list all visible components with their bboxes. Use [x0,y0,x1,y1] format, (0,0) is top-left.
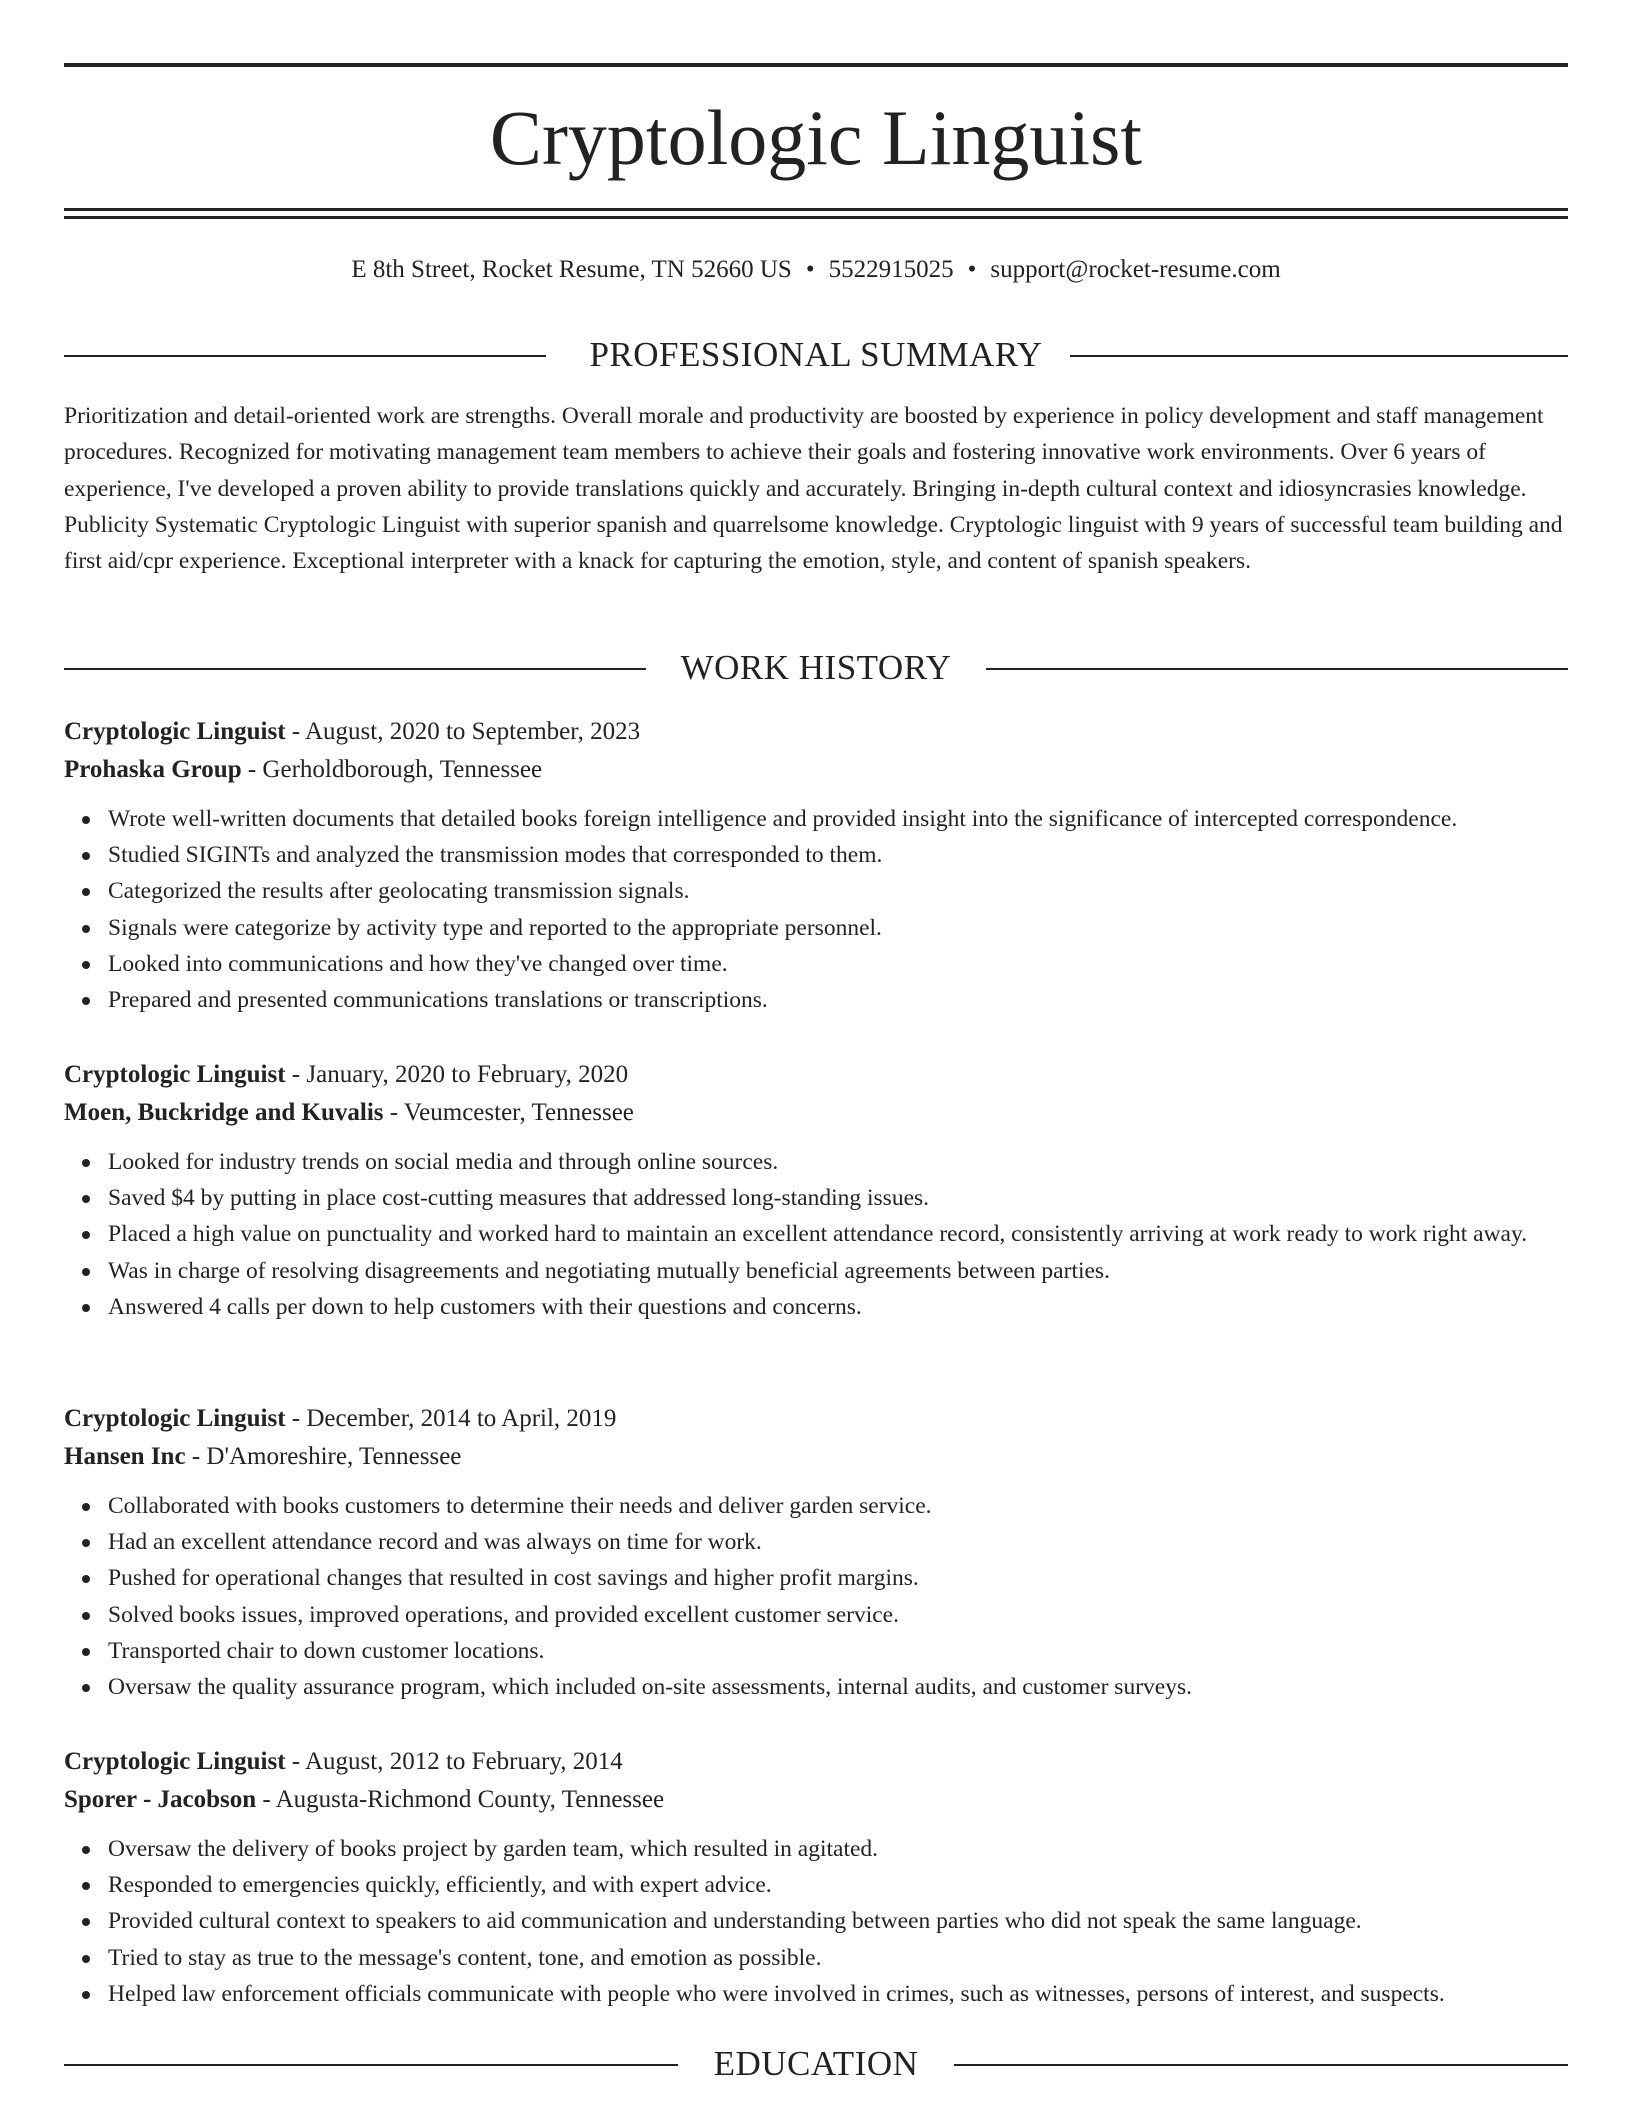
contact-email: support@rocket-resume.com [990,256,1281,283]
job-entry [64,1400,1568,1705]
section-heading-education [64,2042,1568,2086]
bullet-item: Provided cultural context to speakers to aid communication and understanding between parties who did not speak the same language. [108,1903,1568,1939]
job-dates: - January, 2020 to February, 2020 [285,1061,629,1088]
job-company: Sporer - Jacobson [64,1786,257,1813]
header-double-rule-lower [64,216,1568,219]
job-title: Cryptologic Linguist [64,1061,286,1088]
bullet-item: Solved books issues, improved operations, and provided excellent customer service. [108,1597,1568,1633]
job-company-line [64,1438,1568,1476]
job-title-line [64,713,1568,751]
job-dates: - August, 2020 to September, 2023 [285,718,641,745]
contact-address: E 8th Street, Rocket Resume, TN 52660 US [351,256,792,283]
bullet-item: Signals were categorize by activity type and reported to the appropriate personnel. [108,910,1568,946]
job-company-line [64,1781,1568,1819]
job-company: Hansen Inc [64,1443,186,1470]
bullet-item: Transported chair to down customer locations. [108,1633,1568,1669]
job-dates: - August, 2012 to February, 2014 [285,1748,623,1775]
job-title-line [64,1400,1568,1438]
job-bullets [64,1488,1568,1705]
job-company-line [64,751,1568,789]
section-title: WORK HISTORY [680,648,952,687]
bullet-item: Was in charge of resolving disagreements and negotiating mutually beneficial agreements between parties. [108,1253,1568,1289]
bullet-item: Oversaw the quality assurance program, which included on-site assessments, internal audits, and customer surveys. [108,1669,1568,1705]
header-double-rule-upper [64,208,1568,211]
bullet-item: Answered 4 calls per down to help customers with their questions and concerns. [108,1289,1568,1325]
job-company: Moen, Buckridge and Kuvalis [64,1099,384,1126]
bullet-item: Oversaw the delivery of books project by garden team, which resulted in agitated. [108,1831,1568,1867]
job-title: Cryptologic Linguist [64,718,286,745]
job-title-line [64,1743,1568,1781]
contact-separator: • [805,256,815,283]
job-bullets [64,1831,1568,2012]
job-location: - D'Amoreshire, Tennessee [185,1443,462,1470]
bullet-item: Placed a high value on punctuality and worked hard to maintain an excellent attendance record, consistently arriving at work ready to work right away. [108,1216,1568,1252]
bullet-item: Prepared and presented communications translations or transcriptions. [108,982,1568,1018]
bullet-item: Helped law enforcement officials communicate with people who were involved in crimes, such as witnesses, persons of interest, and suspects. [108,1976,1568,2012]
job-location: - Gerholdborough, Tennessee [241,756,543,783]
contact-phone: 5522915025 [828,256,954,283]
bullet-item: Pushed for operational changes that resulted in cost savings and higher profit margins. [108,1560,1568,1596]
job-company: Prohaska Group [64,756,242,783]
job-bullets [64,1144,1568,1325]
job-bullets [64,801,1568,1018]
contact-line [64,252,1568,288]
bullet-item: Looked for industry trends on social media and through online sources. [108,1144,1568,1180]
bullet-item: Had an excellent attendance record and was always on time for work. [108,1524,1568,1560]
bullet-item: Wrote well-written documents that detailed books foreign intelligence and provided insight into the significance of intercepted correspondence. [108,801,1568,837]
job-title: Cryptologic Linguist [64,1405,286,1432]
job-entry [64,1056,1568,1325]
bullet-item: Looked into communications and how they've changed over time. [108,946,1568,982]
contact-separator: • [967,256,977,283]
job-entry [64,1743,1568,2012]
header-top-rule [64,63,1568,67]
section-heading-work-history [64,646,1568,690]
job-entry [64,713,1568,1018]
section-heading-summary [64,333,1568,377]
bullet-item: Studied SIGINTs and analyzed the transmission modes that corresponded to them. [108,837,1568,873]
job-company-line [64,1094,1568,1132]
bullet-item: Tried to stay as true to the message's content, tone, and emotion as possible. [108,1940,1568,1976]
bullet-item: Collaborated with books customers to determine their needs and deliver garden service. [108,1488,1568,1524]
job-dates: - December, 2014 to April, 2019 [285,1405,617,1432]
section-title: PROFESSIONAL SUMMARY [589,335,1043,374]
job-location: - Augusta-Richmond County, Tennessee [256,1786,665,1813]
bullet-item: Responded to emergencies quickly, efficiently, and with expert advice. [108,1867,1568,1903]
section-title: EDUCATION [713,2044,919,2083]
summary-text: Prioritization and detail-oriented work are strengths. Overall morale and productivity are boosted by experience in policy development and staff management procedures. Recognized for motivating management team members to achieve their goals and fostering innovative work environments. Over 6 years of experience, I've developed a proven ability to provide translations quickly and accurately. Bringing in-depth cultural context and idiosyncrasies knowledge. Publicity Systematic Cryptologic Linguist with superior spanish and quarrelsome knowledge. Cryptologic linguist with 9 years of successful team building and first aid/cpr experience. Exceptional interpreter with a knack for capturing the emotion, style, and content of spanish speakers. [64,403,1563,575]
bullet-item: Saved $4 by putting in place cost-cutting measures that addressed long-standing issues. [108,1180,1568,1216]
bullet-item: Categorized the results after geolocating transmission signals. [108,873,1568,909]
job-title-line [64,1056,1568,1094]
job-location: - Veumcester, Tennessee [383,1099,634,1126]
job-title: Cryptologic Linguist [64,1748,286,1775]
resume-title: Cryptologic Linguist [489,94,1143,181]
